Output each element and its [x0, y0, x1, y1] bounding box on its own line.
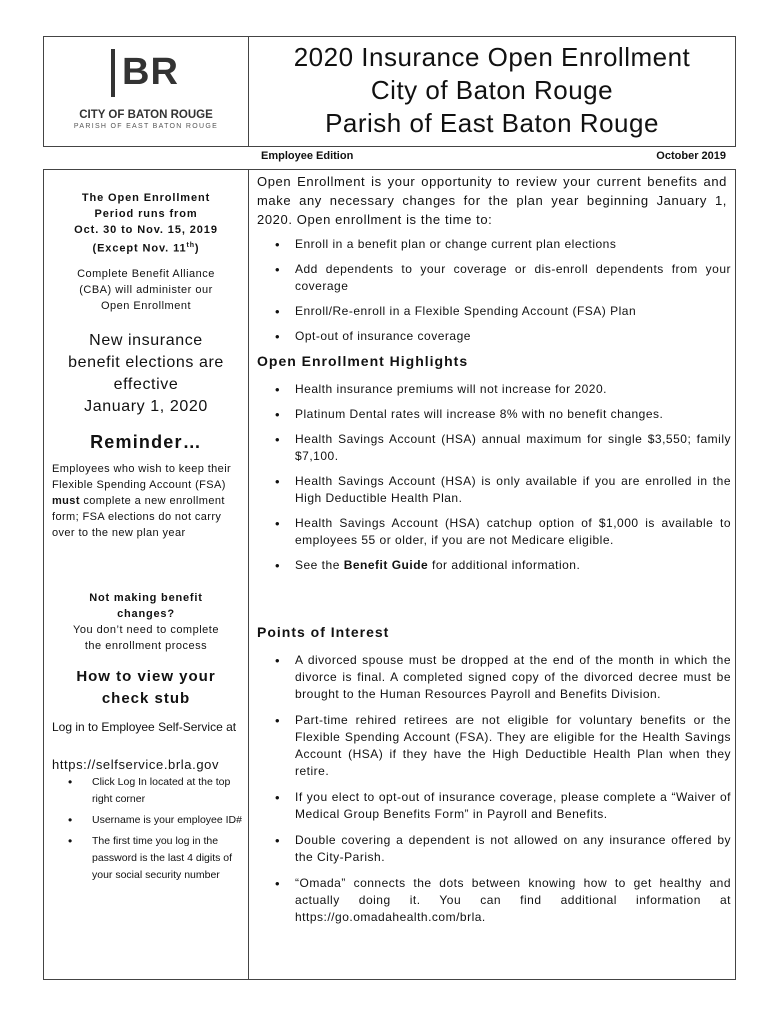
- city-logo: [100, 49, 220, 99]
- main-content: [249, 170, 735, 979]
- check-stub-heading-line-1: How to view your: [76, 668, 216, 685]
- list-item: • Add dependents to your coverage or dis-enroll dependents from your coverage: [257, 261, 731, 295]
- list-item: • Health Savings Account (HSA) catchup option of $1,000 is available to employees 55 or older, if you are not Medicare eligible.: [257, 515, 731, 549]
- period-line-2: Period runs from: [94, 208, 198, 220]
- list-item: [257, 557, 731, 574]
- logo-bar: [111, 49, 115, 97]
- cba-note: [44, 266, 248, 314]
- check-stub-heading: [44, 666, 248, 710]
- points-list: [257, 652, 731, 935]
- self-service-link[interactable]: https://selfservice.brla.gov: [52, 757, 220, 772]
- period-exception: (Except Nov. 11: [92, 242, 187, 255]
- points-heading: Points of Interest: [257, 624, 390, 640]
- enrollment-period: [44, 190, 248, 257]
- title-line-2: City of Baton Rouge: [370, 75, 614, 105]
- no-changes-note: [44, 590, 248, 654]
- logo-parish-name: PARISH OF EAST BATON ROUGE: [73, 123, 219, 130]
- list-item: • Username is your employee ID#: [68, 812, 244, 829]
- list-item: • Health Savings Account (HSA) is only available if you are enrolled in the High Deductible Health Plan.: [257, 473, 731, 507]
- check-stub-steps: [68, 774, 244, 888]
- enrollment-actions-list: [257, 236, 731, 353]
- page-title: [249, 37, 735, 146]
- list-item: • Health insurance premiums will not increase for 2020.: [257, 381, 731, 398]
- list-item: • “Omada” connects the dots between knowing how to get healthy and actually doing it. You can find additional information at https://go.omadahealth.com/brla.: [257, 875, 731, 926]
- check-stub-heading-line-2: check stub: [101, 690, 191, 707]
- edition-date: October 2019: [656, 150, 726, 162]
- benefit-guide-reference: Benefit Guide: [343, 558, 429, 572]
- sidebar: [44, 170, 249, 979]
- list-item: • Part-time rehired retirees are not eligible for voluntary benefits or the Flexible Spending Account (FSA). They are eligible for the Health Savings Account (HSA) if they have the High Deductible Health Plan when they retire.: [257, 712, 731, 780]
- period-line-4: [44, 238, 248, 257]
- period-close: ): [194, 242, 200, 255]
- logo-letters: BR: [122, 51, 179, 93]
- list-item: • If you elect to opt-out of insurance coverage, please complete a “Waiver of Medical Group Benefits Form” in Payroll and Benefits.: [257, 789, 731, 823]
- reminder-heading: Reminder…: [90, 432, 202, 452]
- header: [43, 36, 736, 147]
- no-changes-line-1: Not making benefit: [89, 592, 203, 604]
- period-sup: th: [186, 242, 195, 249]
- list-item: • Enroll in a benefit plan or change current plan elections: [257, 236, 731, 253]
- logo-cell: [44, 37, 249, 146]
- reminder-text-start: Employees who wish to keep their Flexible Spending Account (FSA): [52, 463, 232, 491]
- login-instructions: Log in to Employee Self-Service at: [52, 720, 237, 734]
- cba-line-3: Open Enrollment: [100, 300, 192, 312]
- list-item: • Opt-out of insurance coverage: [257, 328, 731, 345]
- newsletter-page: [43, 36, 736, 980]
- no-changes-line-3: You don’t need to complete: [73, 624, 219, 636]
- content-box: [43, 169, 736, 980]
- guide-text-end: for additional information.: [428, 558, 581, 572]
- effective-date-note: [44, 330, 248, 418]
- period-line-3: Oct. 30 to Nov. 15, 2019: [74, 224, 218, 236]
- list-item: • Click Log In located at the top right corner: [68, 774, 244, 808]
- reminder-text: [52, 461, 246, 541]
- highlights-list: [257, 381, 731, 582]
- list-item: • Platinum Dental rates will increase 8% with no benefit changes.: [257, 406, 731, 423]
- cba-line-2: (CBA) will administer our: [79, 284, 213, 296]
- list-item: • Double covering a dependent is not allowed on any insurance offered by the City-Parish.: [257, 832, 731, 866]
- edition-label: Employee Edition: [261, 150, 354, 162]
- intro-paragraph: Open Enrollment is your opportunity to review your current benefits and make any necessary changes for the plan year beginning January 1, 2020. Open enrollment is the time to:: [257, 174, 727, 227]
- list-item: • Health Savings Account (HSA) annual maximum for single $3,550; family $7,100.: [257, 431, 731, 465]
- edition-row: [248, 150, 734, 166]
- guide-text-start: See the: [295, 558, 344, 572]
- reminder-text-end: complete a new enrollment form; FSA elections do not carry over to the new plan year: [52, 495, 225, 539]
- list-item: • A divorced spouse must be dropped at the end of the month in which the divorce is final. A completed signed copy of the divorced decree must be brought to the Human Resources Payroll and Benefits Division.: [257, 652, 731, 703]
- effective-line-1: New insurance: [89, 332, 203, 349]
- effective-line-3: effective: [113, 376, 179, 393]
- effective-line-4: January 1, 2020: [84, 398, 208, 415]
- effective-line-2: benefit elections are: [68, 354, 224, 371]
- list-item: • Enroll/Re-enroll in a Flexible Spending Account (FSA) Plan: [257, 303, 731, 320]
- reminder-emphasis: must: [52, 495, 80, 507]
- title-line-3: Parish of East Baton Rouge: [325, 108, 659, 138]
- no-changes-line-4: the enrollment process: [84, 640, 208, 652]
- list-item: • The first time you log in the password is the last 4 digits of your social security number: [68, 833, 244, 884]
- highlights-heading: Open Enrollment Highlights: [257, 353, 469, 369]
- logo-city-name: CITY OF BATON ROUGE: [79, 109, 213, 121]
- title-line-1: 2020 Insurance Open Enrollment: [293, 42, 691, 72]
- period-line-1: The Open Enrollment: [81, 192, 211, 204]
- no-changes-line-2: changes?: [117, 608, 175, 620]
- cba-line-1: Complete Benefit Alliance: [77, 268, 215, 280]
